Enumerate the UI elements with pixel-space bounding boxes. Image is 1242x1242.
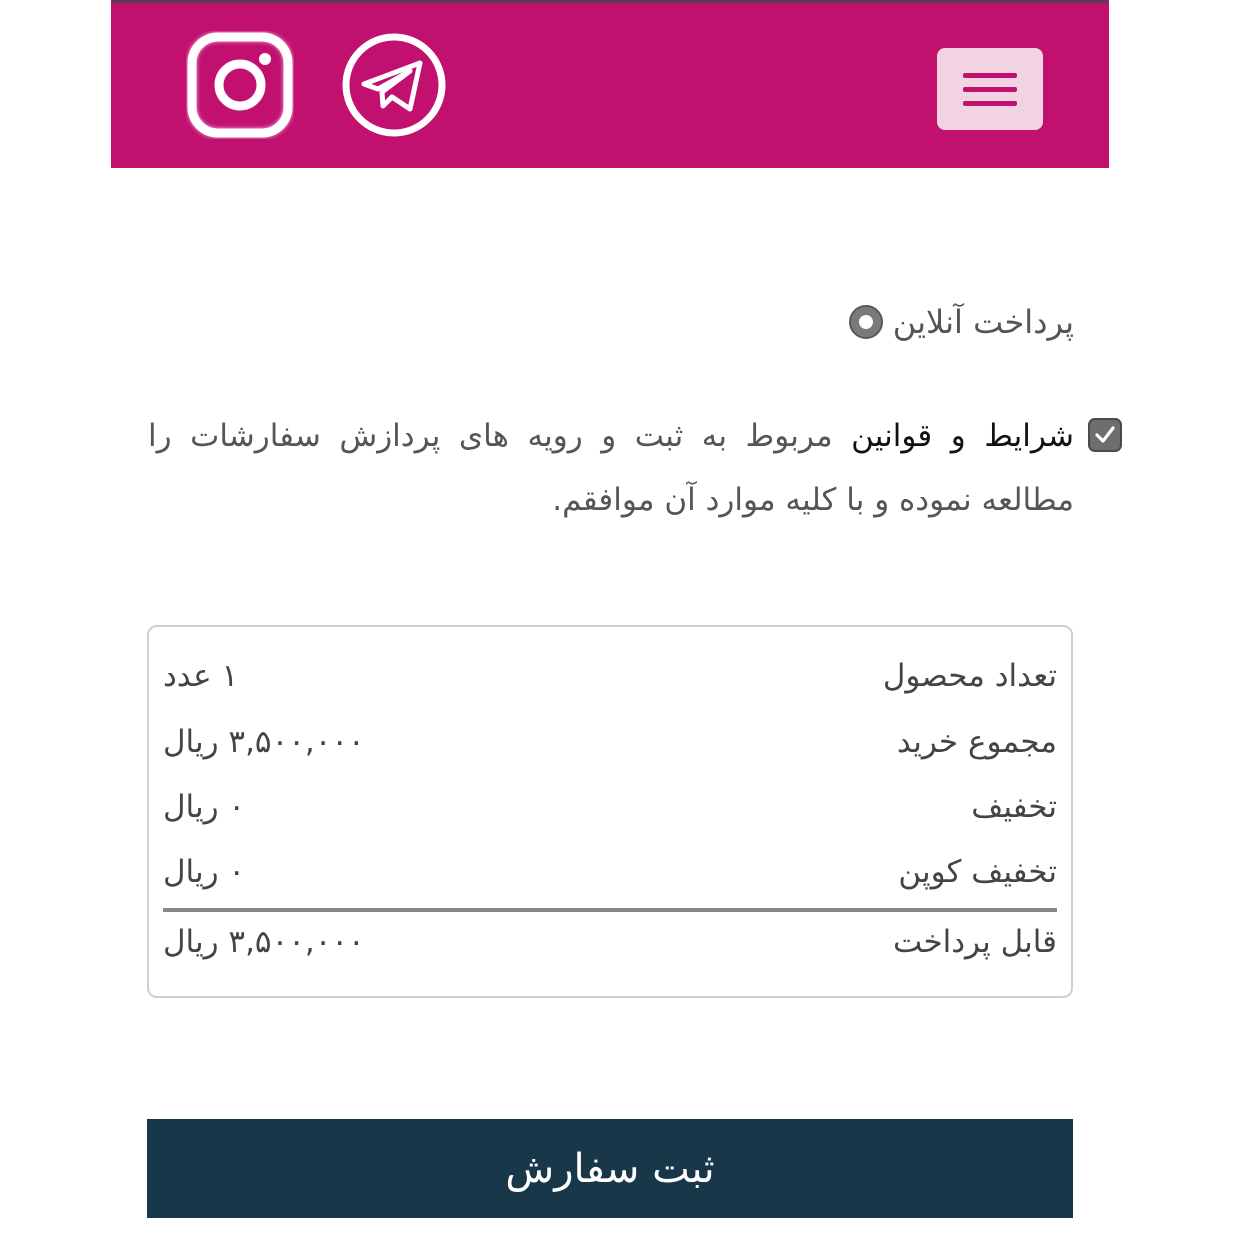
- telegram-icon[interactable]: [340, 31, 448, 139]
- menu-bar: [963, 101, 1017, 106]
- terms-link[interactable]: شرایط و قوانین: [851, 418, 1074, 454]
- hamburger-menu-icon[interactable]: [937, 48, 1043, 130]
- summary-label: تخفیف کوپن: [898, 854, 1057, 890]
- menu-bar: [963, 87, 1017, 92]
- terms-text: مربوط به ثبت و رویه های پردازش سفارشات را مطالعه نموده و با کلیه موارد آن موافقم.: [148, 418, 1074, 518]
- radio-selected-dot: [859, 315, 873, 329]
- summary-label: تعداد محصول: [882, 658, 1057, 694]
- submit-order-button[interactable]: ثبت سفارش: [147, 1119, 1073, 1218]
- check-icon: [1093, 423, 1117, 447]
- total-label: قابل پرداخت: [893, 924, 1057, 960]
- payment-radio[interactable]: [849, 305, 883, 339]
- terms-agreement: [148, 404, 1074, 532]
- summary-value: ۰ ریال: [163, 789, 246, 825]
- summary-label: مجموع خرید: [896, 724, 1057, 760]
- summary-row-total: [163, 917, 1057, 967]
- summary-value: ۰ ریال: [163, 854, 246, 890]
- terms-checkbox[interactable]: [1088, 418, 1122, 452]
- summary-row-discount: [163, 782, 1057, 832]
- site-header: [111, 0, 1109, 168]
- summary-row-quantity: [163, 651, 1057, 701]
- summary-value: ۱ عدد: [163, 658, 239, 694]
- payment-option-label: پرداخت آنلاین: [892, 303, 1074, 341]
- menu-bar: [963, 73, 1017, 78]
- instagram-icon[interactable]: [186, 31, 294, 139]
- payment-method-online[interactable]: [849, 296, 1074, 348]
- summary-label: تخفیف: [971, 789, 1057, 825]
- summary-value: ۳,۵۰۰,۰۰۰ ریال: [163, 724, 365, 760]
- summary-row-subtotal: [163, 717, 1057, 767]
- order-summary: [147, 625, 1073, 998]
- summary-row-coupon: [163, 847, 1057, 897]
- total-value: ۳,۵۰۰,۰۰۰ ریال: [163, 924, 365, 960]
- summary-divider: [163, 908, 1057, 912]
